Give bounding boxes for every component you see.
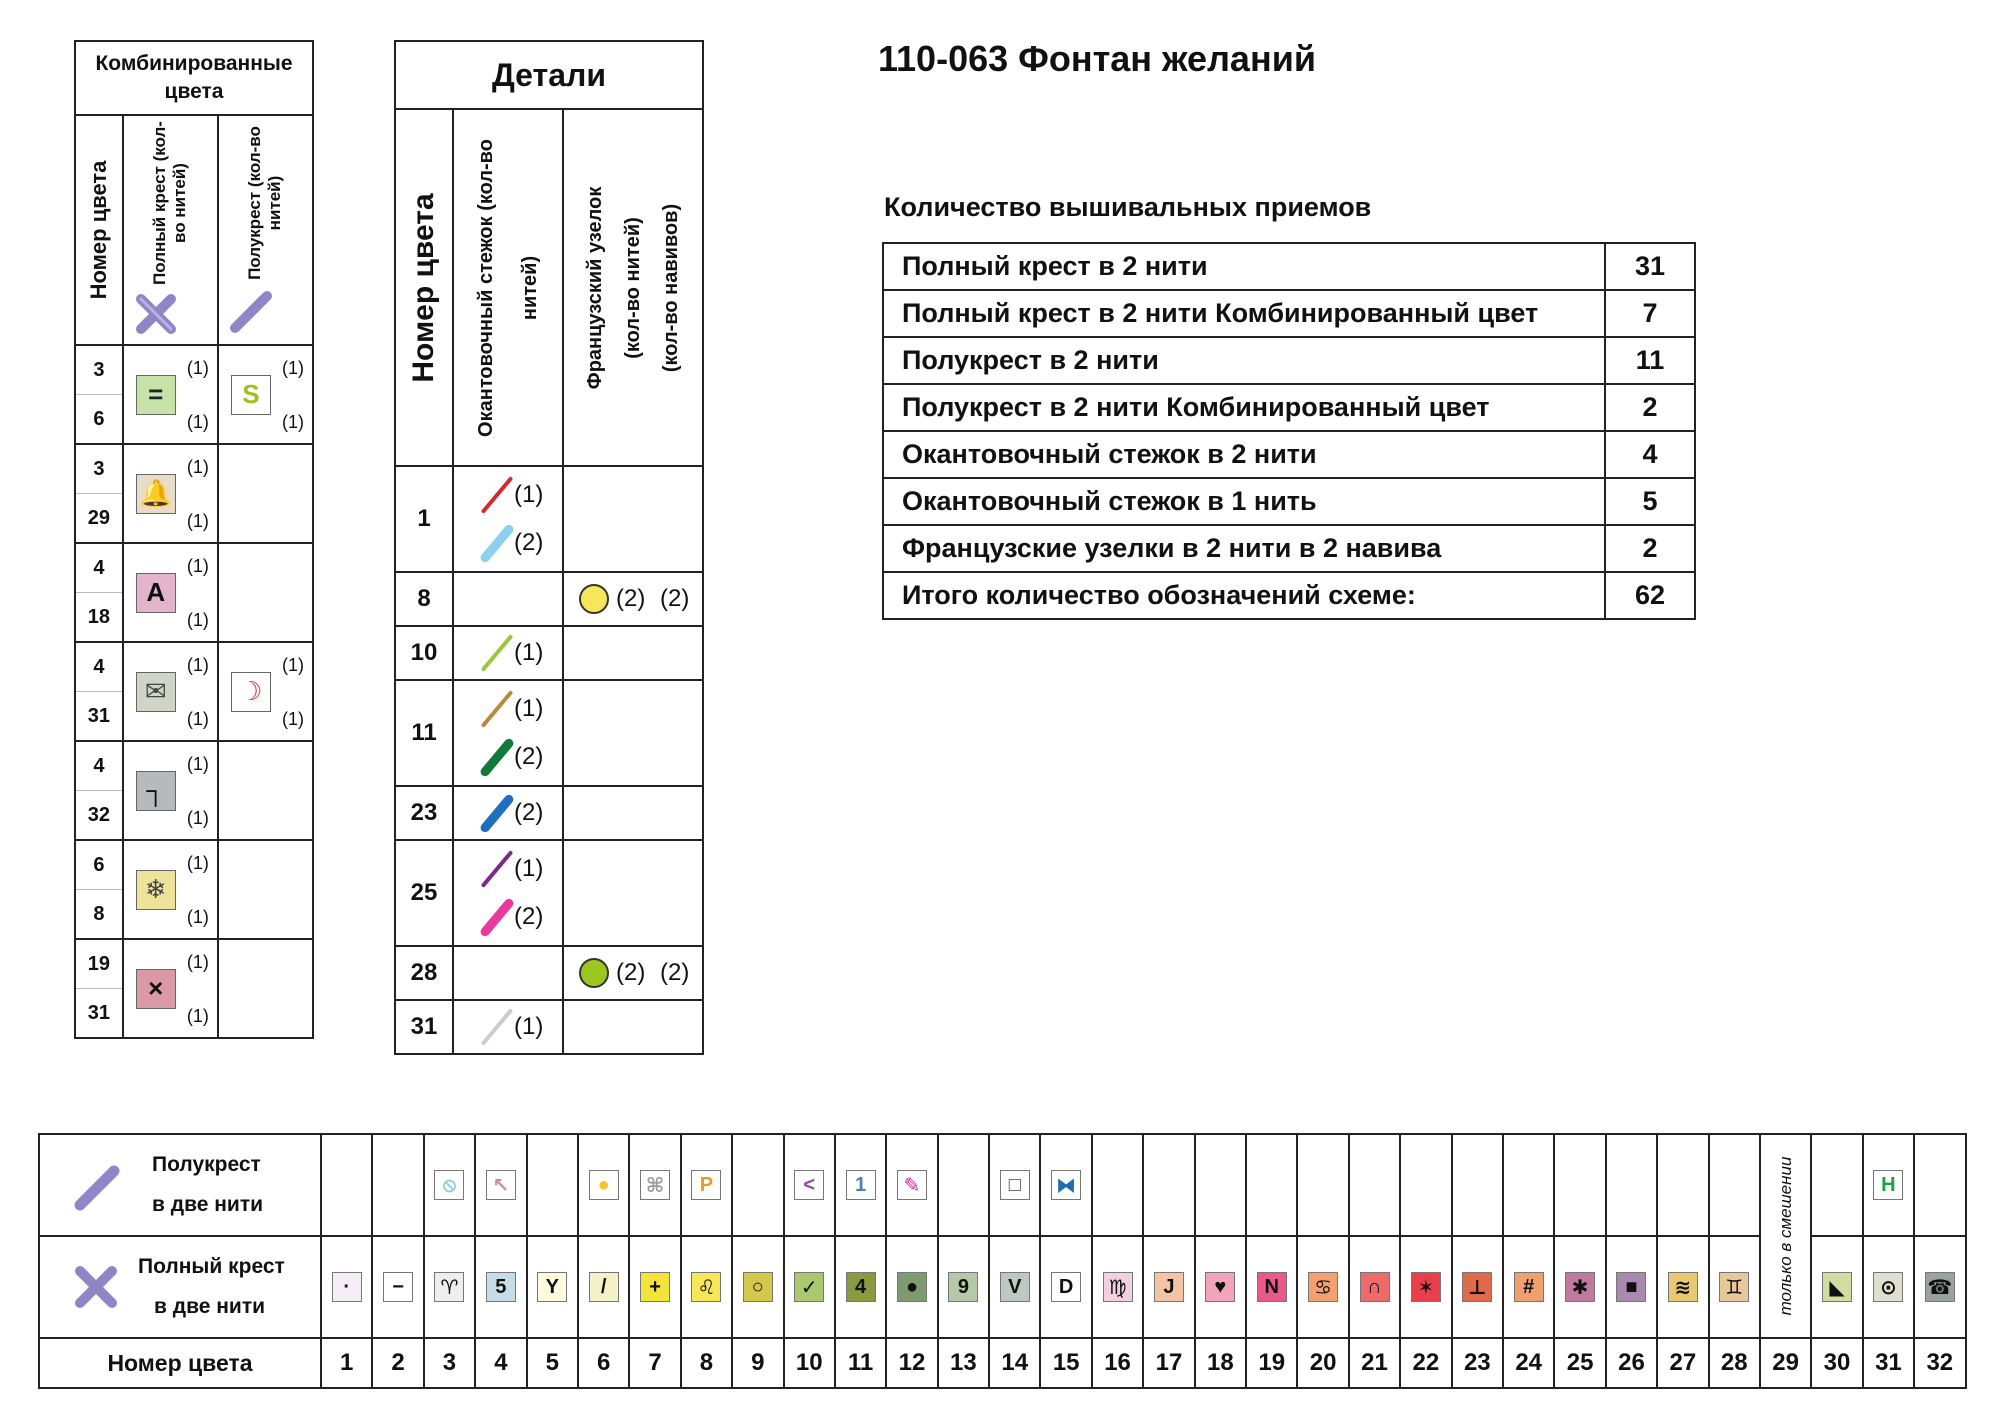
legend-color-number: 2 (372, 1338, 423, 1388)
half-stitch-symbol: ↖ (486, 1170, 516, 1200)
summary-row (883, 290, 1695, 337)
summary-title: Количество вышивальных приемов (884, 192, 1372, 222)
thread-count: (1) (186, 853, 209, 873)
backstitch-line (479, 897, 515, 938)
full-stitch-symbol: ✱ (1565, 1272, 1595, 1302)
legend-color-number: 17 (1143, 1338, 1194, 1388)
full-stitch-symbol: ☎ (1925, 1272, 1955, 1302)
thread-count: (2) (514, 743, 544, 770)
table-row (75, 642, 313, 692)
half-stitch-symbol: < (794, 1170, 824, 1200)
legend-color-number: 32 (1914, 1338, 1965, 1388)
color-number: 23 (395, 786, 453, 840)
full-stitch-symbol: ♌ (691, 1272, 721, 1302)
summary-row (883, 384, 1695, 431)
thread-count: (1) (282, 412, 304, 432)
half-stitch-symbol: P (691, 1170, 721, 1200)
stitch-symbol: = (136, 375, 176, 415)
summary-value: 11 (1605, 337, 1695, 384)
stitch-symbol: ✉ (136, 672, 176, 712)
summary-value: 2 (1605, 525, 1695, 572)
legend-color-number: 18 (1195, 1338, 1246, 1388)
thread-count: (1) (186, 412, 209, 432)
french-knot-icon (579, 958, 609, 988)
table-row (395, 840, 703, 946)
mixing-note: только в смешении (1775, 1156, 1795, 1316)
backstitch-line (481, 850, 514, 888)
page-title: 110-063 Фонтан желаний (878, 38, 1316, 79)
legend-full-label-1: Полный крест (138, 1255, 285, 1278)
full-stitch-symbol: ◣ (1822, 1272, 1852, 1302)
combined-colors-table (74, 40, 314, 1039)
full-stitch-symbol: ⊙ (1873, 1272, 1903, 1302)
legend-color-number: 31 (1863, 1338, 1914, 1388)
legend-color-number: 12 (886, 1338, 937, 1388)
legend-color-number: 28 (1709, 1338, 1760, 1388)
color-number: 6 (75, 395, 123, 445)
details-col-knot-label: Французский узелок (584, 186, 606, 389)
half-stitch-symbol: ⧓ (1051, 1170, 1081, 1200)
full-stitch-symbol: ≋ (1668, 1272, 1698, 1302)
color-number: 25 (395, 840, 453, 946)
table-row (75, 444, 313, 494)
full-stitch-symbol: N (1257, 1272, 1287, 1302)
knot-counts: (2) (2) (616, 959, 690, 986)
thread-count: (1) (186, 655, 209, 675)
thread-count: (1) (282, 655, 304, 675)
full-stitch-symbol: ♍ (1103, 1272, 1133, 1302)
thread-count: (1) (186, 358, 209, 378)
combined-col-color-label: Номер цвета (85, 160, 111, 300)
full-stitch-symbol: ⊥ (1462, 1272, 1492, 1302)
full-stitch-symbol: ♊ (1719, 1272, 1749, 1302)
details-col-color-label: Номер цвета (407, 192, 440, 383)
color-number: 3 (75, 345, 123, 395)
legend-color-number: 21 (1349, 1338, 1400, 1388)
summary-row (883, 243, 1695, 290)
full-cross-icon (72, 1263, 120, 1311)
full-stitch-symbol: D (1051, 1272, 1081, 1302)
legend-color-number: 1 (321, 1338, 372, 1388)
backstitch-line (481, 634, 514, 672)
color-number: 31 (395, 1000, 453, 1054)
full-stitch-symbol: V (1000, 1272, 1030, 1302)
full-stitch-symbol: ♥ (1205, 1272, 1235, 1302)
summary-value: 62 (1605, 572, 1695, 619)
summary-label: Итого количество обозначений схеме: (883, 572, 1605, 619)
legend-color-number: 3 (424, 1338, 475, 1388)
full-stitch-symbol: ● (897, 1272, 927, 1302)
full-stitch-symbol: ✓ (794, 1272, 824, 1302)
table-row (395, 466, 703, 572)
full-stitch-symbol: − (383, 1272, 413, 1302)
color-number: 31 (75, 989, 123, 1039)
stitch-symbol: ┐ (136, 771, 176, 811)
details-table (394, 40, 704, 1055)
color-number: 28 (395, 946, 453, 1000)
color-number: 32 (75, 791, 123, 841)
legend-color-number: 26 (1606, 1338, 1657, 1388)
summary-label: Полукрест в 2 нити (883, 337, 1605, 384)
half-stitch-symbol: H (1873, 1170, 1903, 1200)
legend-color-number: 10 (784, 1338, 835, 1388)
color-number: 4 (75, 543, 123, 593)
half-stitch-symbol: ☽ (231, 672, 271, 712)
full-stitch-symbol: ♈ (434, 1272, 464, 1302)
table-row (395, 786, 703, 840)
table-row (395, 1000, 703, 1054)
thread-count: (1) (186, 457, 209, 477)
full-stitch-symbol: ○ (743, 1272, 773, 1302)
thread-count: (1) (186, 610, 209, 630)
legend-color-number: 15 (1040, 1338, 1091, 1388)
summary-value: 2 (1605, 384, 1695, 431)
thread-count: (1) (186, 808, 209, 828)
summary-row (883, 572, 1695, 619)
summary-label: Окантовочный стежок в 1 нить (883, 478, 1605, 525)
summary-row (883, 478, 1695, 525)
summary-label: Полукрест в 2 нити Комбинированный цвет (883, 384, 1605, 431)
legend-color-number: 4 (475, 1338, 526, 1388)
details-col-backstitch-label: Окантовочный стежок (кол-во нитей) (475, 138, 541, 437)
table-row (75, 345, 313, 395)
color-number: 31 (75, 692, 123, 742)
full-stitch-symbol: Y (537, 1272, 567, 1302)
color-number: 19 (75, 939, 123, 989)
table-row (395, 626, 703, 680)
table-row (75, 840, 313, 890)
color-number: 29 (75, 494, 123, 544)
half-cross-icon (227, 288, 275, 336)
summary-row (883, 431, 1695, 478)
legend-color-number: 14 (989, 1338, 1040, 1388)
full-stitch-symbol: # (1514, 1272, 1544, 1302)
half-stitch-symbol: ⌘ (640, 1170, 670, 1200)
details-col-knot-threads: (кол-во нитей) (622, 216, 644, 359)
color-number: 18 (75, 593, 123, 643)
backstitch-line (479, 737, 515, 778)
stitch-symbol: ❄ (136, 870, 176, 910)
thread-count: (1) (282, 358, 304, 378)
color-number: 8 (75, 890, 123, 940)
full-stitch-symbol: ✶ (1411, 1272, 1441, 1302)
thread-count: (1) (514, 1013, 544, 1040)
thread-count: (1) (514, 855, 544, 882)
full-stitch-symbol: 9 (948, 1272, 978, 1302)
backstitch-line (479, 523, 515, 564)
backstitch-line (481, 476, 514, 514)
full-stitch-symbol: · (332, 1272, 362, 1302)
knot-counts: (2) (2) (616, 585, 690, 612)
legend-color-number: 22 (1400, 1338, 1451, 1388)
legend-color-number: 23 (1452, 1338, 1503, 1388)
legend-color-number: 27 (1657, 1338, 1708, 1388)
color-number: 10 (395, 626, 453, 680)
full-stitch-symbol: ♋ (1308, 1272, 1338, 1302)
summary-row (883, 337, 1695, 384)
legend-color-number: 9 (732, 1338, 783, 1388)
table-row (395, 946, 703, 1000)
full-stitch-symbol: J (1154, 1272, 1184, 1302)
table-row (75, 543, 313, 593)
thread-count: (1) (186, 754, 209, 774)
combined-col-full-label: Полный крест (кол-во нитей) (150, 120, 190, 285)
legend-color-number: 29 (1760, 1338, 1811, 1388)
stitch-symbol: A (136, 573, 176, 613)
backstitch-line (481, 690, 514, 728)
color-number: 6 (75, 840, 123, 890)
summary-value: 7 (1605, 290, 1695, 337)
full-cross-icon (134, 292, 178, 336)
summary-label: Окантовочный стежок в 2 нити (883, 431, 1605, 478)
half-stitch-symbol: 1 (846, 1170, 876, 1200)
summary-row (883, 525, 1695, 572)
details-header: Детали (395, 41, 703, 109)
full-stitch-symbol: 5 (486, 1272, 516, 1302)
stitch-symbol: × (136, 969, 176, 1009)
color-number: 3 (75, 444, 123, 494)
legend-color-number: 5 (527, 1338, 578, 1388)
summary-value: 5 (1605, 478, 1695, 525)
legend-number-label: Номер цвета (39, 1338, 321, 1388)
color-number: 1 (395, 466, 453, 572)
legend-color-number: 6 (578, 1338, 629, 1388)
legend-color-number: 24 (1503, 1338, 1554, 1388)
thread-count: (1) (514, 639, 544, 666)
table-row (395, 680, 703, 786)
thread-count: (1) (186, 511, 209, 531)
thread-count: (2) (514, 529, 544, 556)
half-stitch-symbol: □ (1000, 1170, 1030, 1200)
thread-count: (2) (514, 799, 544, 826)
backstitch-line (479, 793, 515, 834)
table-row (75, 939, 313, 989)
full-stitch-symbol: + (640, 1272, 670, 1302)
full-stitch-symbol: / (589, 1272, 619, 1302)
color-number: 11 (395, 680, 453, 786)
thread-count: (1) (186, 1006, 209, 1026)
legend-color-number: 11 (835, 1338, 886, 1388)
color-number: 4 (75, 642, 123, 692)
summary-label: Полный крест в 2 нити (883, 243, 1605, 290)
thread-count: (1) (514, 481, 544, 508)
thread-count: (1) (186, 907, 209, 927)
stitch-symbol: 🔔 (136, 474, 176, 514)
legend-color-number: 16 (1092, 1338, 1143, 1388)
table-row (395, 572, 703, 626)
summary-table (882, 242, 1696, 620)
summary-value: 4 (1605, 431, 1695, 478)
half-stitch-symbol: ⦸ (434, 1170, 464, 1200)
thread-count: (1) (514, 695, 544, 722)
legend-color-number: 25 (1554, 1338, 1605, 1388)
full-stitch-symbol: 4 (846, 1272, 876, 1302)
summary-label: Французские узелки в 2 нити в 2 навива (883, 525, 1605, 572)
half-stitch-symbol: ✎ (897, 1170, 927, 1200)
french-knot-icon (579, 584, 609, 614)
legend-half-label-1: Полукрест (152, 1153, 261, 1176)
combined-col-half-label: Полукрест (кол-во нитей) (245, 125, 285, 280)
half-cross-icon (72, 1163, 122, 1213)
full-stitch-symbol: ∩ (1360, 1272, 1390, 1302)
thread-count: (1) (186, 952, 209, 972)
backstitch-line (481, 1008, 514, 1046)
legend-color-number: 30 (1811, 1338, 1862, 1388)
half-stitch-symbol: S (231, 375, 271, 415)
table-row (75, 741, 313, 791)
full-stitch-symbol: ■ (1616, 1272, 1646, 1302)
combined-colors-header: Комбинированные цвета (75, 41, 313, 115)
thread-count: (1) (282, 709, 304, 729)
half-stitch-symbol: ● (589, 1170, 619, 1200)
thread-count: (1) (186, 556, 209, 576)
thread-count: (1) (186, 709, 209, 729)
legend-half-label-2: в две нити (152, 1193, 264, 1216)
color-number: 4 (75, 741, 123, 791)
summary-label: Полный крест в 2 нити Комбинированный цвет (883, 290, 1605, 337)
color-number: 8 (395, 572, 453, 626)
legend-color-number: 7 (629, 1338, 680, 1388)
legend-color-number: 13 (938, 1338, 989, 1388)
legend-full-label-2: в две нити (154, 1295, 266, 1318)
legend-color-number: 19 (1246, 1338, 1297, 1388)
thread-count: (2) (514, 903, 544, 930)
details-col-knot-wraps: (кол-во навивов) (660, 203, 682, 372)
color-legend-table (38, 1133, 1967, 1389)
legend-color-number: 8 (681, 1338, 732, 1388)
summary-value: 31 (1605, 243, 1695, 290)
legend-color-number: 20 (1297, 1338, 1348, 1388)
